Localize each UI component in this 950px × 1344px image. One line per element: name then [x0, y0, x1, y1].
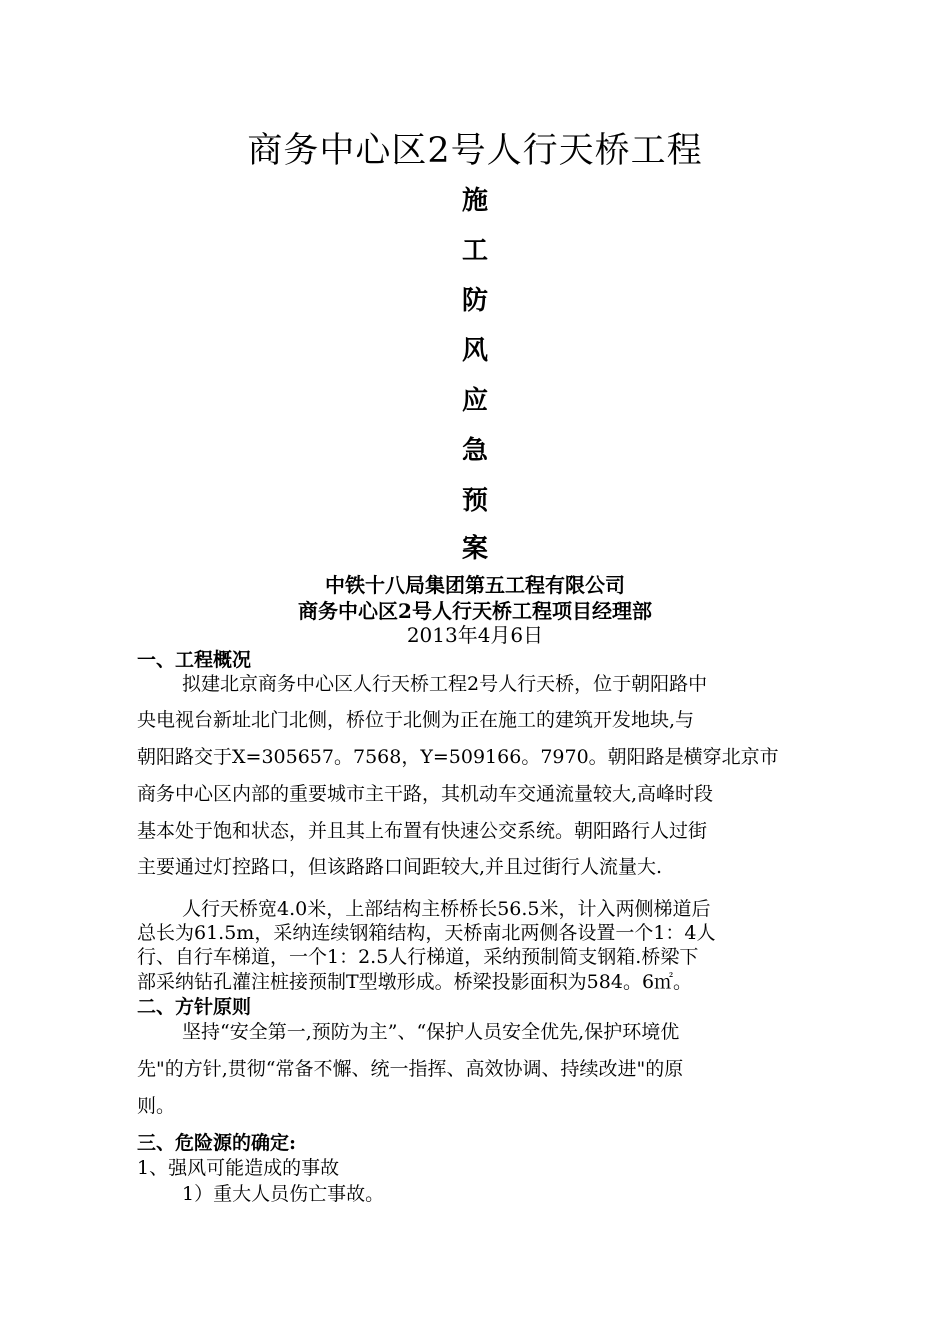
paragraph-line: 坚持“安全第一,预防为主”、“保护人员安全优先,保护环境优 [182, 1021, 680, 1043]
list-item: 1、强风可能造成的事故 [137, 1157, 340, 1179]
document-title: 商务中心区2号人行天桥工程 [247, 131, 703, 171]
subtitle-char: 急 [461, 436, 488, 466]
paragraph-line: 人行天桥宽4.0米，上部结构主桥桥长56.5米，计入两侧梯道后 [182, 898, 711, 920]
paragraph-line: 行、自行车梯道，一个1：2.5人行梯道，采纳预制简支钢箱.桥梁下 [137, 946, 699, 968]
subtitle-char: 应 [461, 386, 488, 416]
paragraph-line: 朝阳路交于X=305657。7568，Y=509166。7970。朝阳路是横穿北京市 [137, 746, 779, 768]
subtitle-char: 工 [461, 236, 488, 266]
subtitle-char: 预 [461, 486, 488, 516]
paragraph-line: 总长为61.5m，采纳连续钢箱结构，天桥南北两侧各设置一个1：4人 [137, 922, 716, 944]
company-name: 中铁十八局集团第五工程有限公司 [325, 573, 625, 597]
department-name: 商务中心区2号人行天桥工程项目经理部 [298, 599, 652, 623]
paragraph-line: 拟建北京商务中心区人行天桥工程2号人行天桥，位于朝阳路中 [182, 673, 708, 695]
section-heading: 一、工程概况 [137, 649, 252, 671]
subtitle-char: 施 [461, 186, 488, 216]
subtitle-char: 案 [461, 534, 488, 564]
paragraph-line: 则。 [137, 1095, 176, 1117]
section-heading: 二、方针原则 [137, 996, 252, 1018]
paragraph-line: 基本处于饱和状态，并且其上布置有快速公交系统。朝阳路行人过街 [137, 820, 708, 842]
section-heading: 三、危险源的确定: [137, 1132, 297, 1154]
list-item: 1）重大人员伤亡事故。 [182, 1183, 385, 1205]
paragraph-line: 商务中心区内部的重要城市主干路，其机动车交通流量较大,高峰时段 [137, 783, 714, 805]
paragraph-line: 主要通过灯控路口，但该路路口间距较大,并且过街行人流量大. [137, 856, 663, 878]
subtitle-char: 防 [461, 286, 488, 316]
document-date: 2013年4月6日 [406, 623, 544, 647]
paragraph-line: 先"的方针,贯彻“常备不懈、统一指挥、高效协调、持续改进"的原 [137, 1058, 684, 1080]
paragraph-line: 央电视台新址北门北侧，桥位于北侧为正在施工的建筑开发地块,与 [137, 709, 695, 731]
subtitle-char: 风 [461, 336, 488, 366]
paragraph-line: 部采纳钻孔灌注桩接预制T型墩形成。桥梁投影面积为584。6㎡。 [137, 971, 693, 993]
